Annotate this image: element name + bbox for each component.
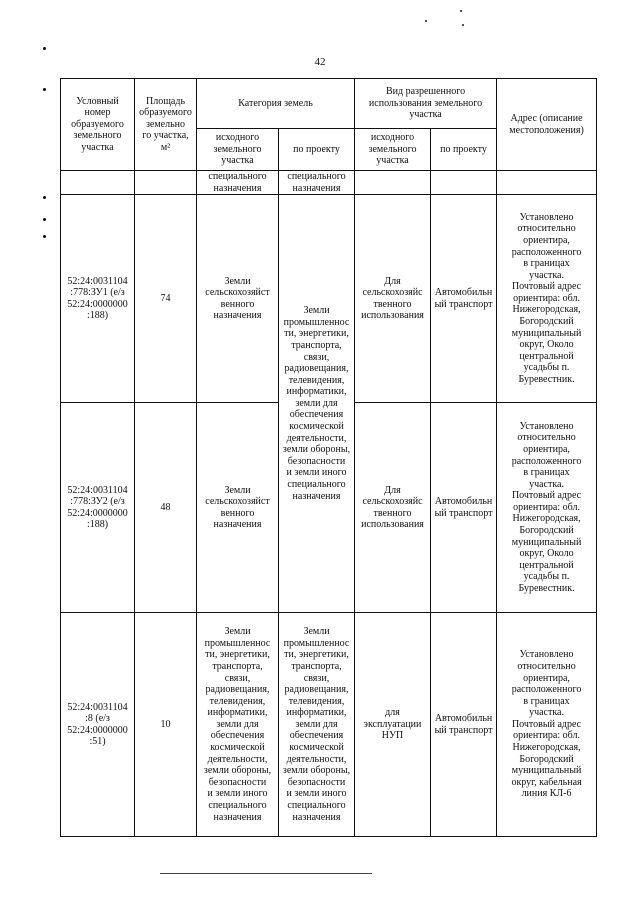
continuation-project-category: специального назначения	[279, 171, 355, 195]
source-use: Для сельскохозяйс твенного использования	[355, 403, 431, 613]
table-cell	[497, 171, 597, 195]
table-row	[61, 195, 597, 403]
table-cell	[431, 171, 497, 195]
header-plot-number: Условный номер образуемого земельного участка	[61, 79, 135, 171]
project-use: Автомобильн ый транспорт	[431, 613, 497, 837]
header-area: Площадь образуемого земельно го участка, м²	[135, 79, 197, 171]
table-row	[61, 613, 597, 837]
table-cell	[355, 171, 431, 195]
source-category: Земли промышленнос ти, энергетики, транспорта, связи, радиовещания, телевидения, информатики, земли для обеспечения космической деятельности, земли обороны, безопасности и земли иного специального назначения	[197, 613, 279, 837]
plot-address: Установлено относительно ориентира, расположенного в границах участка. Почтовый адрес ориентира: обл. Нижегородская, Богородский муниципальный округ, кабельная линия КЛ-6	[497, 613, 597, 837]
source-category: Земли сельскохозяйст венного назначения	[197, 195, 279, 403]
source-use: для эксплуатации НУП	[355, 613, 431, 837]
scan-speck	[425, 20, 427, 22]
continuation-row	[61, 171, 597, 195]
header-project-category: по проекту	[279, 129, 355, 171]
plot-number: 52:24:0031104 :8 (е/з 52:24:0000000 :51)	[61, 613, 135, 837]
margin-mark	[43, 47, 46, 50]
page-number: 42	[314, 56, 326, 68]
plot-number: 52:24:0031104 :778:ЗУ1 (е/з 52:24:0000000 :188)	[61, 195, 135, 403]
plot-address: Установлено относительно ориентира, расположенного в границах участка. Почтовый адрес ориентира: обл. Нижегородская, Богородский муниципальный округ, Около центральной усадьбы п. Буревестник.	[497, 195, 597, 403]
table-cell	[61, 171, 135, 195]
header-project-use: по проекту	[431, 129, 497, 171]
margin-mark	[43, 235, 46, 238]
project-category-merged: Земли промышленнос ти, энергетики, транспорта, связи, радиовещания, телевидения, информатики, земли для обеспечения космической деятельности, земли обороны, безопасности и земли иного специального назначения	[279, 195, 355, 613]
margin-mark	[43, 218, 46, 221]
land-plots-table-wrapper	[60, 78, 596, 837]
scan-speck	[462, 24, 464, 26]
source-category: Земли сельскохозяйст венного назначения	[197, 403, 279, 613]
plot-area: 10	[135, 613, 197, 837]
project-category: Земли промышленнос ти, энергетики, транспорта, связи, радиовещания, телевидения, информатики, земли для обеспечения космической деятельности, земли обороны, безопасности и земли иного специального назначения	[279, 613, 355, 837]
header-source-use: исходного земельного участка	[355, 129, 431, 171]
project-use: Автомобильн ый транспорт	[431, 403, 497, 613]
land-plots-table	[60, 78, 597, 837]
footer-rule	[160, 873, 372, 874]
scan-speck	[460, 10, 462, 12]
header-source-category: исходного земельного участка	[197, 129, 279, 171]
continuation-source-category: специального назначения	[197, 171, 279, 195]
header-land-category: Категория земель	[197, 79, 355, 129]
plot-area: 74	[135, 195, 197, 403]
plot-area: 48	[135, 403, 197, 613]
source-use: Для сельскохозяйс твенного использования	[355, 195, 431, 403]
margin-mark	[43, 88, 46, 91]
plot-address: Установлено относительно ориентира, расположенного в границах участка. Почтовый адрес ориентира: обл. Нижегородская, Богородский муниципальный округ, Около центральной усадьбы п. Буревестник.	[497, 403, 597, 613]
margin-mark	[43, 196, 46, 199]
plot-number: 52:24:0031104 :778:ЗУ2 (е/з 52:24:0000000 :188)	[61, 403, 135, 613]
header-permitted-use: Вид разрешенного использования земельного участка	[355, 79, 497, 129]
header-address: Адрес (описание местоположения)	[497, 79, 597, 171]
project-use: Автомобильн ый транспорт	[431, 195, 497, 403]
table-cell	[135, 171, 197, 195]
